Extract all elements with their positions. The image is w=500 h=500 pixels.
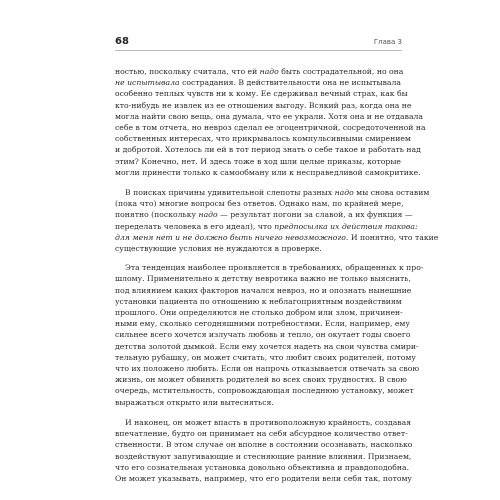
line-text: мы снова оставим — [353, 188, 430, 198]
line-text: и добротой. Хотелось ли ей в тот период знать о себе такое и работать над — [115, 145, 421, 155]
text-line — [115, 88, 408, 99]
text-line — [115, 187, 430, 198]
line-text: ными ему, сколько сегодняшними потребностями. Если, например, ему — [115, 319, 410, 329]
emphasis-text: предпосылка их действия такова: — [274, 221, 418, 231]
text-line — [115, 307, 401, 318]
text-line — [115, 417, 412, 428]
text-line — [115, 341, 419, 352]
line-text: — результат погони за славой, а их функция — — [217, 210, 413, 220]
line-text: быть сострадательной, но она — [278, 67, 404, 76]
body-text — [115, 66, 439, 493]
text-line — [115, 374, 407, 385]
line-text: понятно (поскольку — [115, 210, 199, 220]
line-text: под влиянием каких факторов начался невроз, но и опознать нынешние — [115, 285, 412, 295]
line-text: сострадания. В действительности она не испытывала — [179, 78, 401, 88]
line-text: прошлого. Они определяются не столько добром или злом, причинен- — [115, 308, 403, 318]
text-line — [115, 318, 410, 329]
paragraph — [115, 187, 439, 254]
line-text: что их положено любить. Если он напрочь отказывается отвечать за свою — [115, 364, 420, 374]
line-text: могла найти свою вещь, она думала, что ее украли. Хотя она и не отдавала — [115, 111, 424, 121]
line-text: впечатление, будто он принимает на себя абсурдное количество ответ- — [115, 429, 408, 439]
text-line — [115, 144, 421, 155]
text-line — [115, 133, 411, 144]
text-line — [115, 451, 412, 462]
emphasis-text: для меня нет и не должно быть ничего невозможного. — [115, 232, 349, 242]
paragraph — [115, 417, 413, 484]
text-line — [115, 285, 412, 296]
text-line — [115, 439, 413, 450]
emphasis-text: не испытывала — [115, 78, 180, 88]
text-line — [115, 122, 426, 133]
text-line — [115, 385, 414, 396]
line-text: существующие условия не нуждаются в проверке. — [115, 244, 322, 254]
text-line — [115, 397, 401, 408]
text-line — [115, 473, 412, 484]
text-line — [115, 462, 410, 473]
line-text: жизнь, он может обвинять родителей во всех своих трудностях. В свою — [115, 375, 407, 385]
line-text: что его сознательная установка довольно объективна и правдоподобна. — [115, 462, 410, 472]
line-text: Эта тенденция наиболее проявляется в требованиях, обращенных к про- — [125, 263, 424, 273]
line-text: Он может указывать, например, что его родители вели себя так, потому — [115, 473, 412, 483]
line-text: В поисках причины удивительной слепоты разных — [125, 188, 335, 198]
page-number: 68 — [115, 36, 129, 47]
line-text: тельную рубашку, он может считать, что любит своих родителей, потому — [115, 352, 416, 362]
line-text: шлому. Применительно к детству невротика важно не только выяснить, — [115, 274, 411, 284]
line-text: ственности. В этом случае он вполне в состоянии осознавать, насколько — [115, 440, 413, 450]
line-text: выражаться открыто или вытесняться. — [115, 397, 274, 407]
line-text: особенно теплых чувств ни к кому. Ее сдерживал вечный страх, как бы — [115, 89, 408, 99]
text-line — [115, 296, 401, 307]
emphasis-text: надо — [259, 67, 279, 76]
text-line — [115, 167, 421, 178]
line-text: кто-нибудь не извлек из ее отношения выгоду. Всякий раз, когда она не — [115, 100, 412, 110]
running-header — [115, 36, 402, 51]
text-line — [115, 156, 401, 167]
paragraph — [115, 262, 424, 408]
text-line — [115, 363, 420, 374]
line-text: этим? Конечно, нет. И здесь тоже в ход шли целые приказы, которые — [115, 156, 401, 166]
line-text: И понятно, что такие — [348, 232, 439, 242]
text-line — [115, 273, 411, 284]
text-line — [115, 111, 424, 122]
line-text: могли принести только к самообману или к несправедливой самокритике. — [115, 167, 421, 177]
line-text: детства золотой дымкой. Если ему хочется надеть на свои чувства смири- — [115, 341, 419, 351]
text-line — [115, 428, 408, 439]
text-line — [115, 77, 401, 88]
line-text: себе в том отчета, но невроз сделал ее эгоцентричной, сосредоточенной на — [115, 123, 426, 133]
text-line — [115, 209, 413, 220]
line-text: переделать человека в его идеал), что — [115, 221, 275, 231]
text-line — [115, 262, 424, 273]
line-text: воздействуют запугивающие и стесняющие ранние влияния. Признаем, — [115, 451, 412, 461]
line-text: установки пациента по отношению к неблагоприятным воздействиям — [115, 296, 402, 306]
text-line — [115, 329, 411, 340]
line-text: (пока что) многие вопросы без ответов. Однако нам, по крайней мере, — [115, 199, 404, 209]
text-line — [115, 352, 416, 363]
text-line — [115, 243, 401, 254]
line-text: И наконец, он может впасть в противоположную крайность, создавая — [125, 417, 412, 427]
chapter-title: Глава 3 — [373, 38, 402, 46]
emphasis-text: надо — [334, 188, 354, 198]
text-line — [115, 100, 412, 111]
line-text: собственных интересах, что прикрывалось компульсивными смирением — [115, 134, 411, 144]
text-line — [115, 221, 418, 232]
text-line — [115, 232, 439, 243]
emphasis-text: надо — [198, 210, 218, 220]
paragraph — [115, 66, 426, 178]
line-text: очередь, мстительность, сопровождающая последнюю установку, может — [115, 386, 414, 396]
line-text: ностью, поскольку считала, что ей — [115, 67, 260, 76]
line-text: сильнее всего хочется излучать любовь и тепло, он окутает годы своего — [115, 330, 411, 340]
text-line — [115, 198, 404, 209]
text-line — [115, 66, 404, 77]
